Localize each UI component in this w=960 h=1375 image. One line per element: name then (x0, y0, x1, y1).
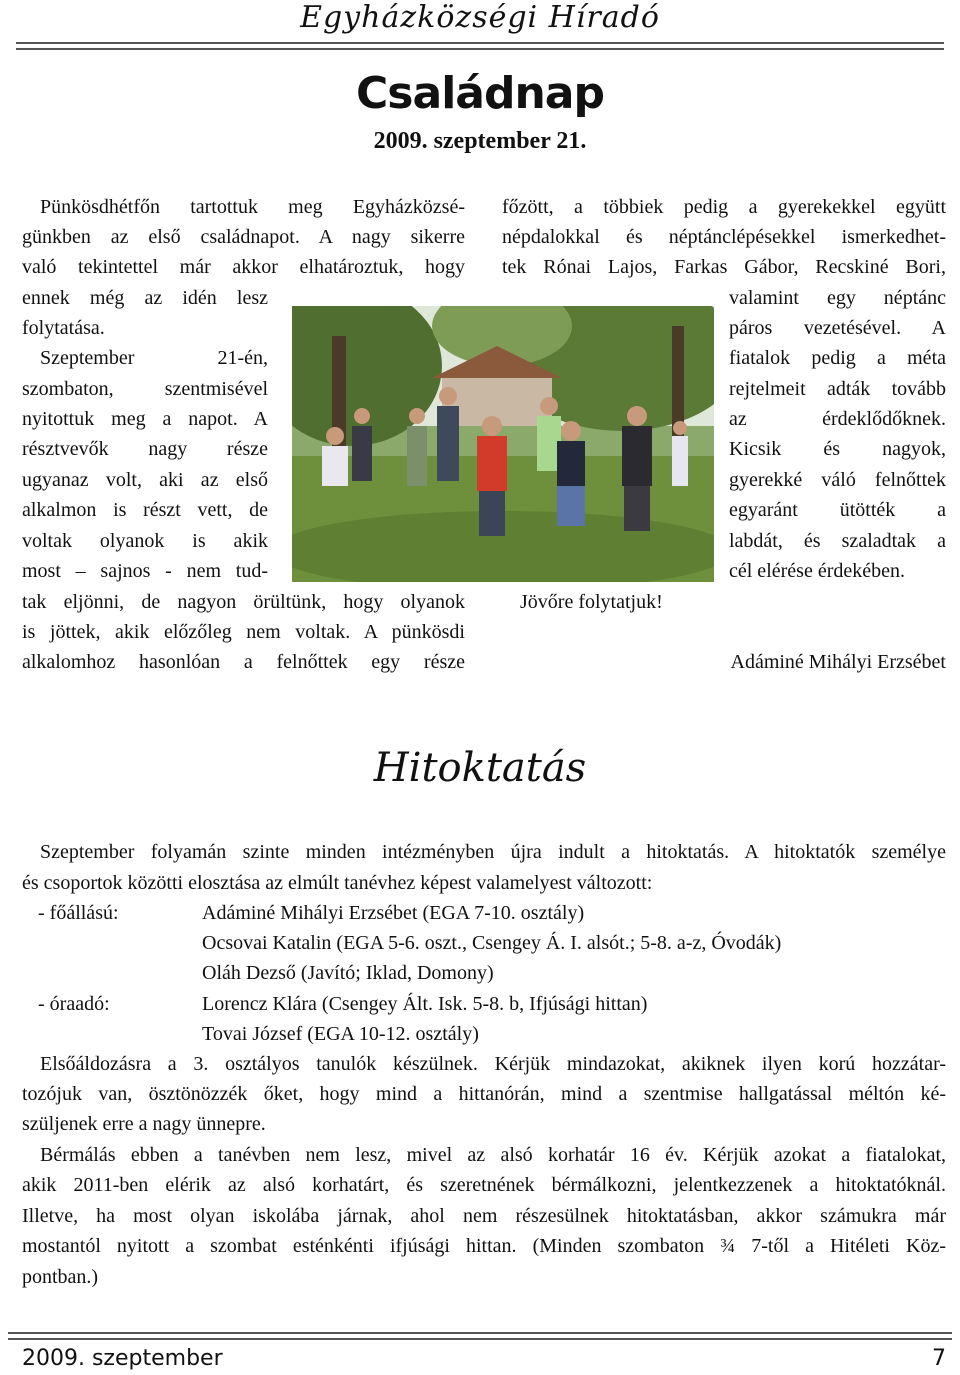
body-line: tek Rónai Lajos, Farkas Gábor, Recskiné Bori, (502, 256, 946, 278)
body-line: szüljenek erre a nagy ünnepre. (22, 1113, 266, 1135)
body-line: nyitottuk meg a napot. A (22, 408, 268, 430)
body-line: voltak olyanok is akik (22, 530, 268, 552)
body-line: Bérmálás ebben a tanévben nem lesz, mivel az alsó korhatár 16 év. Kérjük azokat a fiatalokat, (40, 1144, 946, 1166)
body-line: alkalomhoz hasonlóan a felnőttek egy része (22, 651, 465, 673)
body-line: páros vezetésével. A (729, 317, 946, 339)
footer-date: 2009. szeptember (22, 1346, 223, 1371)
body-line: pontban.) (22, 1266, 99, 1288)
article-date: 2009. szeptember 21. (373, 128, 587, 154)
body-line: népdalokkal és néptánclépésekkel ismerkedhet- (502, 226, 946, 248)
body-line: gyerekké váló felnőttek (729, 469, 946, 491)
teacher-entry: Adáminé Mihályi Erzsébet (EGA 7-10. osztály) (202, 902, 585, 924)
closing-line: Jövőre folytatjuk! (520, 591, 663, 613)
teacher-entry: Ocsovai Katalin (EGA 5-6. oszt., Csengey Á. I. alsót.; 5-8. a-z, Óvodák) (202, 932, 782, 954)
body-line: főzött, a többiek pedig a gyerekekkel együtt (502, 196, 946, 218)
body-line: günkben az első családnapot. A nagy sikerre (22, 226, 465, 248)
body-line: szombaton, szentmisével (22, 378, 268, 400)
body-line: Szeptember 21-én, (40, 347, 268, 369)
body-line: alkalmon is részt vett, de (22, 499, 268, 521)
body-line: résztvevők nagy része (22, 438, 268, 460)
body-line: akik 2011-ben elérik az alsó korhatárt, és szeretnének bérmálkozni, jelentkezzenek a hitoktatóknál. (22, 1174, 946, 1196)
teacher-entry: Lorencz Klára (Csengey Ált. Isk. 5-8. b, Ifjúsági hittan) (202, 993, 648, 1015)
teacher-entry: Tovai József (EGA 10-12. osztály) (202, 1023, 479, 1045)
body-line: Illetve, ha most olyan iskolába járnak, ahol nem részesülnek hitoktatásban, akkor számukra már (22, 1205, 946, 1227)
author-signature: Adáminé Mihályi Erzsébet (730, 651, 946, 673)
body-line: is jöttek, akik előzőleg nem voltak. A pünkösdi (22, 621, 465, 643)
body-line: ugyanaz volt, aki az első (22, 469, 268, 491)
page-number: 7 (932, 1346, 946, 1371)
body-line: ennek még az idén lesz (22, 287, 268, 309)
body-line: egyaránt ütötték a (729, 499, 946, 521)
body-line: Elsőáldozásra a 3. osztályos tanulók készülnek. Kérjük mindazokat, akiknek ilyen korú hozzátar- (40, 1053, 946, 1075)
article-title: Családnap (356, 68, 604, 119)
header-rule (16, 42, 944, 50)
footer-rule (8, 1332, 952, 1340)
section-title: Hitoktatás (373, 745, 587, 791)
teacher-label: - főállású: (38, 902, 119, 924)
body-line: Szeptember folyamán szinte minden intézményben újra indult a hitoktatás. A hitoktatók személye (40, 841, 946, 863)
body-line: Pünkösdhétfőn tartottuk meg Egyházközsé- (40, 196, 465, 218)
body-line: fiatalok pedig a méta (729, 347, 946, 369)
body-line: mostantól nyitott a szombat esténkénti ifjúsági hittan. (Minden szombaton ¾ 7-től a Hitéleti Köz- (22, 1235, 946, 1257)
body-line: folytatása. (22, 317, 105, 339)
body-line: Kicsik és nagyok, (729, 438, 946, 460)
body-line: tak eljönni, de nagyon örültünk, hogy olyanok (22, 591, 465, 613)
body-line: való tekintettel már akkor elhatároztuk, hogy (22, 256, 465, 278)
body-line: rejtelmeit adták tovább (729, 378, 946, 400)
body-line: tozójuk van, ösztönözzék őket, hogy mind a hittanórán, mind a szentmise hallgatással méltón ké- (22, 1083, 946, 1105)
teacher-entry: Oláh Dezső (Javító; Iklad, Domony) (202, 962, 494, 984)
body-line: valamint egy néptánc (729, 287, 946, 309)
body-line: most – sajnos - nem tud- (22, 560, 268, 582)
body-line: az érdeklődőknek. (729, 408, 946, 430)
body-line: cél elérése érdekében. (729, 560, 905, 582)
body-line: és csoportok közötti elosztása az elmúlt tanévhez képest valamelyest változott: (22, 872, 653, 894)
body-line: labdát, és szaladtak a (729, 530, 946, 552)
event-photo (292, 306, 714, 582)
teacher-label: - óraadó: (38, 993, 110, 1015)
masthead-title: Egyházközségi Híradó (300, 0, 660, 35)
